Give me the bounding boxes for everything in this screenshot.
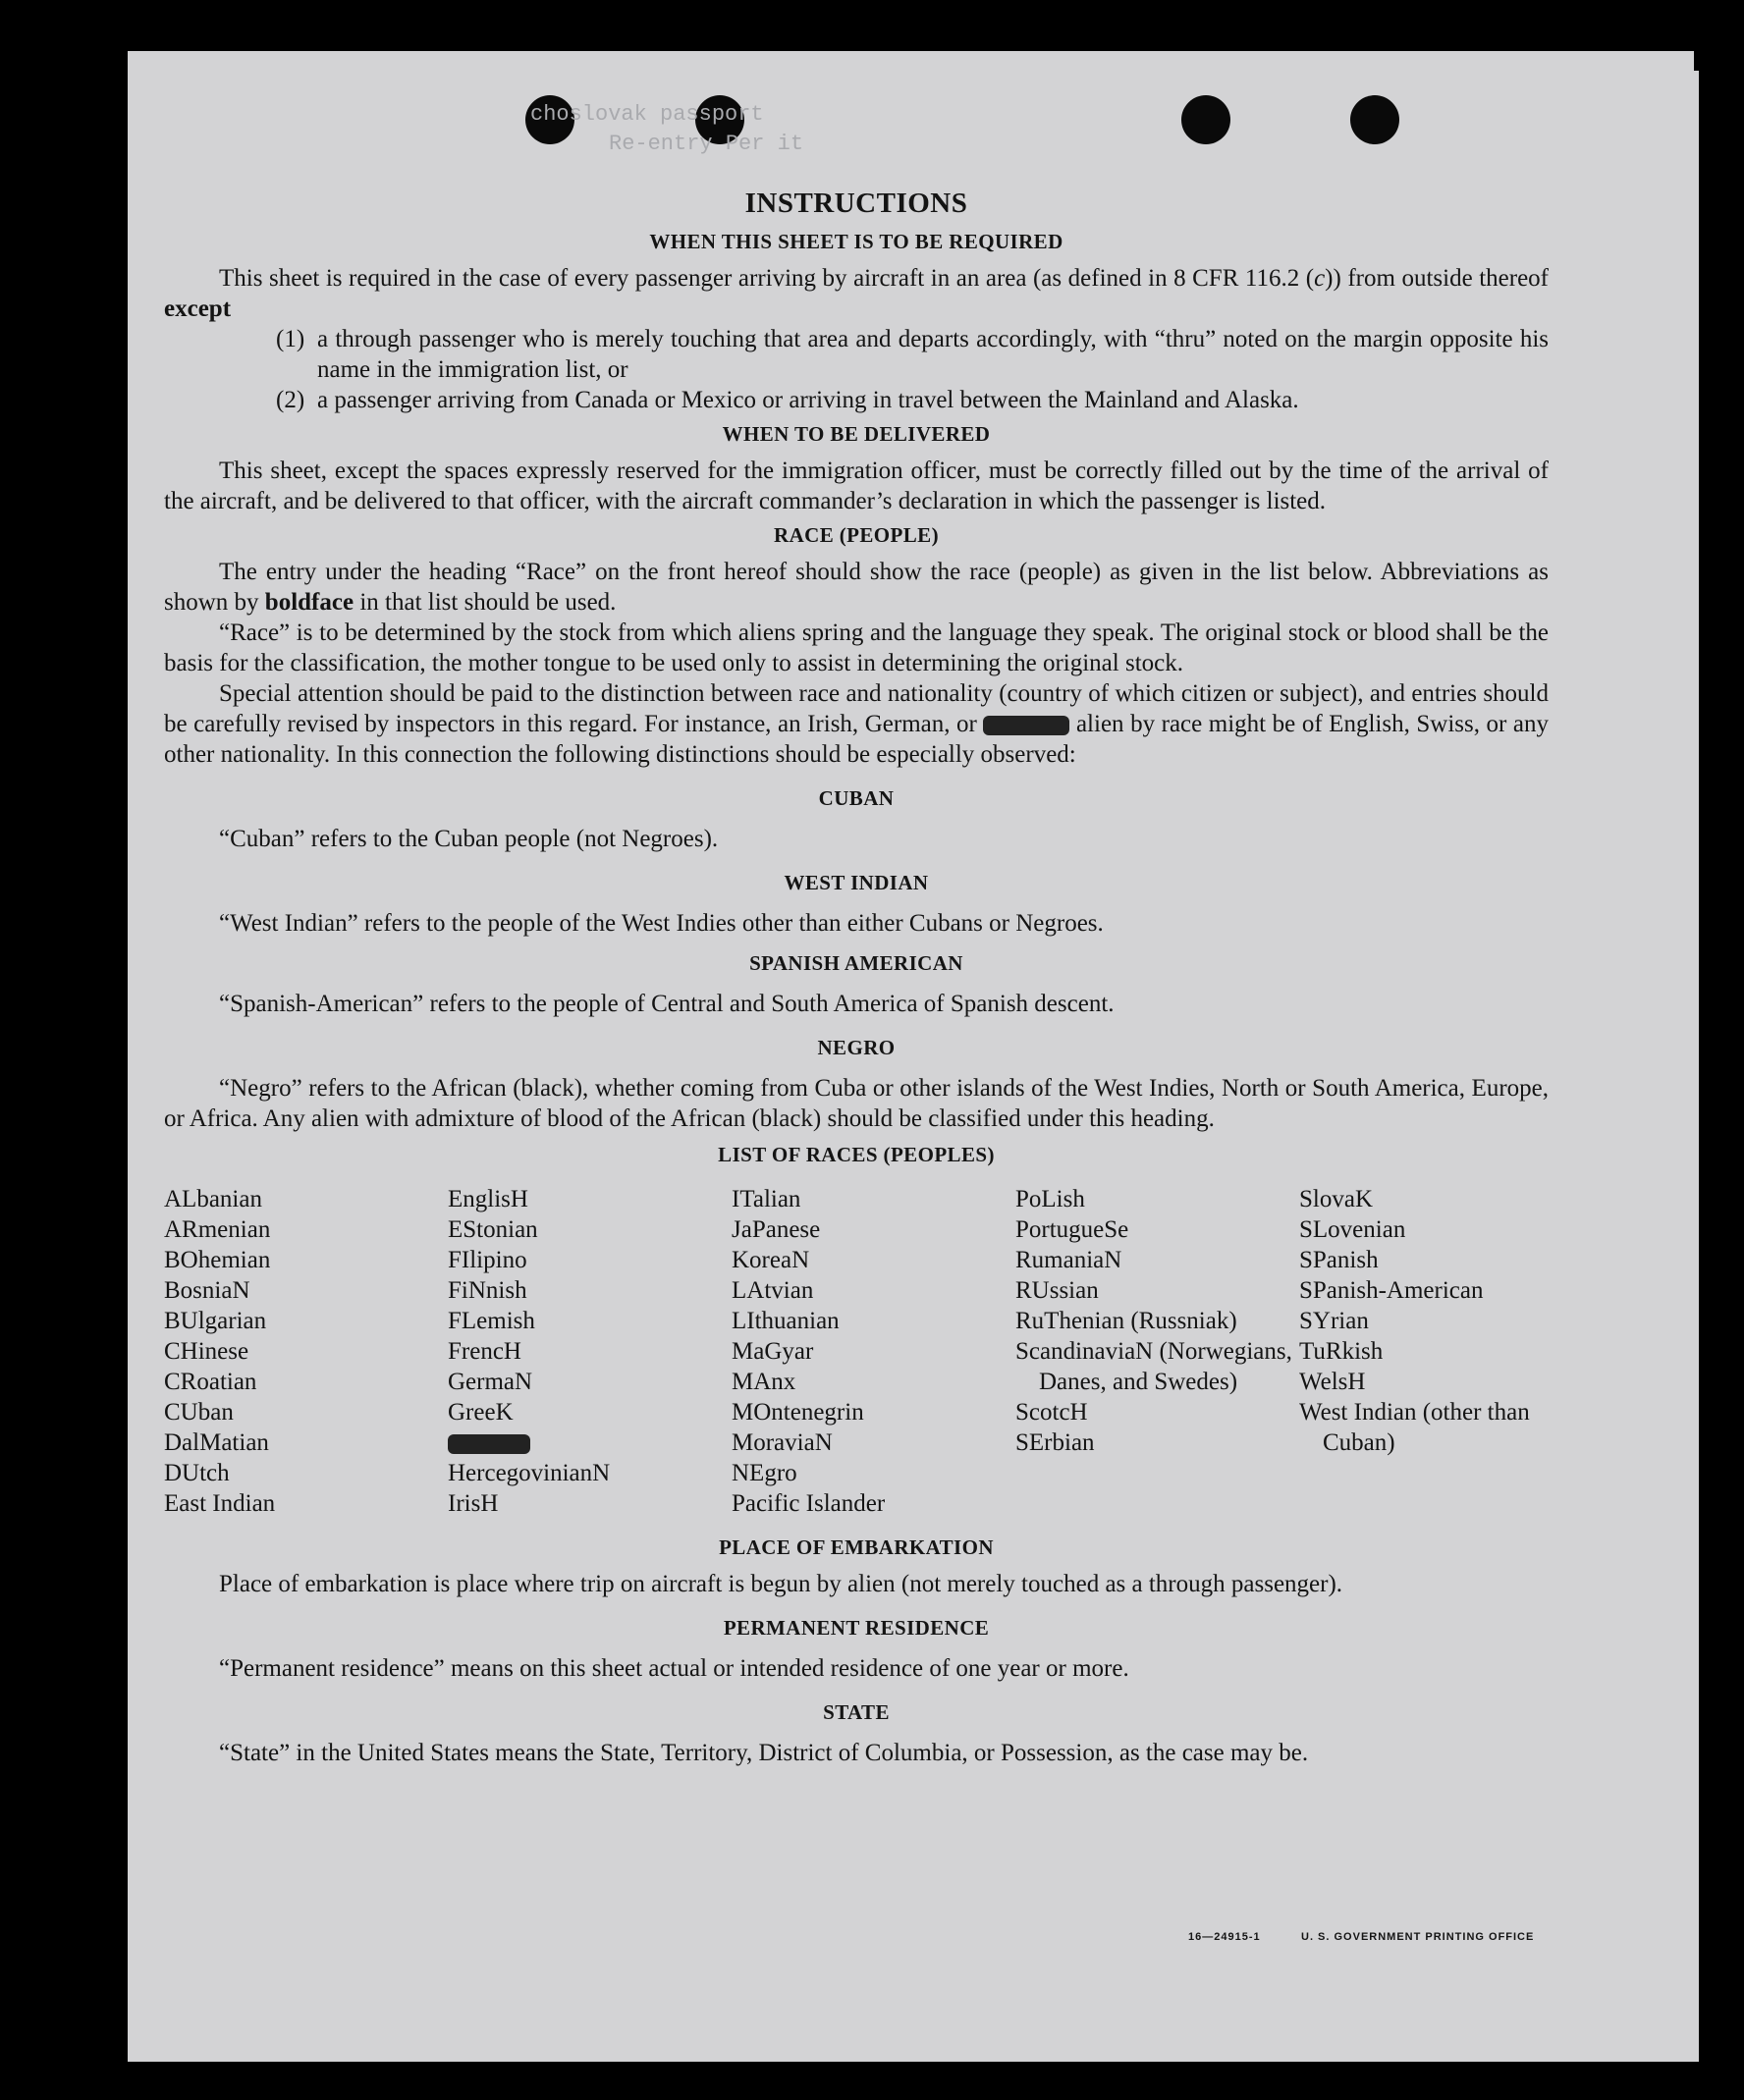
race-item: MAnx <box>732 1369 796 1395</box>
race-item: TuRkish <box>1299 1338 1384 1365</box>
races-column-3 <box>732 1184 1015 1519</box>
item-number: (1) <box>276 326 305 352</box>
race-item: Pacific Islander <box>732 1490 886 1517</box>
embarkation-text: Place of embarkation is place where trip on aircraft is begun by alien (not merely touched as a through passenger). <box>219 1571 1343 1597</box>
race-item: FLemish <box>448 1308 535 1334</box>
race-item: DalMatian <box>164 1429 269 1456</box>
item-text: a through passenger who is merely touching that area and departs accordingly, with “thru” noted on the margin opposite his name in the immigration list, or <box>317 326 1549 383</box>
heading-place-of-embarkation: PLACE OF EMBARKATION <box>719 1535 994 1559</box>
corner-shadow <box>1694 51 1700 71</box>
race-item: FrencH <box>448 1338 521 1365</box>
races-column-5 <box>1299 1184 1549 1519</box>
race-item: SPanish <box>1299 1247 1379 1273</box>
heading-when-required: WHEN THIS SHEET IS TO BE REQUIRED <box>649 230 1063 253</box>
race-item: ITalian <box>732 1186 801 1212</box>
spanish-american-text: “Spanish-American” refers to the people of Central and South America of Spanish descent. <box>219 991 1115 1017</box>
heading-west-indian: WEST INDIAN <box>784 871 929 894</box>
residence-text: “Permanent residence” means on this sheet actual or intended residence of one year or more. <box>219 1655 1129 1682</box>
race-item: PortugueSe <box>1015 1216 1129 1243</box>
race-item: SLovenian <box>1299 1216 1406 1243</box>
heading-race: RACE (PEOPLE) <box>774 523 939 547</box>
redaction-mark <box>448 1434 530 1454</box>
punch-hole <box>1350 95 1399 144</box>
races-list <box>164 1184 1549 1519</box>
race-item: ARmenian <box>164 1216 271 1243</box>
heading-spanish-american: SPANISH AMERICAN <box>749 951 963 975</box>
race-item: NEgro <box>732 1460 797 1486</box>
race-item: SPanish-American <box>1299 1277 1484 1304</box>
race-item: East Indian <box>164 1490 276 1517</box>
heading-state: STATE <box>823 1700 890 1724</box>
race-item: GreeK <box>448 1399 514 1426</box>
race-paragraph-3 <box>164 678 1549 770</box>
race-item-redacted <box>448 1427 732 1458</box>
cuban-text: “Cuban” refers to the Cuban people (not Negroes). <box>219 826 719 852</box>
race-paragraph-1 <box>164 557 1549 618</box>
race-item: EStonian <box>448 1216 538 1243</box>
intro-except: except <box>164 296 232 322</box>
race-item: CHinese <box>164 1338 249 1365</box>
bleed-through-text <box>236 100 804 159</box>
race-item: CUban <box>164 1399 234 1426</box>
race-item: RuThenian (Russniak) <box>1015 1308 1237 1334</box>
intro-text: )) from outside thereof <box>1325 265 1549 292</box>
heading-negro: NEGRO <box>817 1036 896 1059</box>
race-item: SlovaK <box>1299 1186 1373 1212</box>
list-item <box>276 385 1549 415</box>
state-text: “State” in the United States means the State, Territory, District of Columbia, or Possession, as the case may be. <box>219 1740 1309 1766</box>
race-item: EnglisH <box>448 1186 528 1212</box>
west-indian-text: “West Indian” refers to the people of the West Indies other than either Cubans or Negroes. <box>219 910 1104 937</box>
heading-cuban: CUBAN <box>818 786 895 810</box>
races-column-2 <box>448 1184 732 1519</box>
race-item: MaGyar <box>732 1338 814 1365</box>
race-item: MoraviaN <box>732 1429 833 1456</box>
race-item: GermaN <box>448 1369 533 1395</box>
page-title: INSTRUCTIONS <box>744 188 968 219</box>
race-item: HercegovinianN <box>448 1460 611 1486</box>
delivered-text: This sheet, except the spaces expressly reserved for the immigration officer, must be correctly filled out by the time of the arrival of the aircraft, and be delivered to that officer, with the aircraft commander’s declaration in which the passenger is listed. <box>164 458 1549 514</box>
race-item: FIlipino <box>448 1247 527 1273</box>
race-item: JaPanese <box>732 1216 821 1243</box>
negro-text: “Negro” refers to the African (black), whether coming from Cuba or other islands of the West Indies, North or South America, Europe, or Africa. Any alien with admixture of blood of the African (black) should be classified under this heading. <box>164 1075 1549 1132</box>
intro-text: This sheet is required in the case of every passenger arriving by aircraft in an area (as defined in 8 CFR 116.2 ( <box>219 265 1315 292</box>
document-page <box>128 51 1699 2062</box>
race-item: WelsH <box>1299 1369 1366 1395</box>
race-text: in that list should be used. <box>354 589 617 616</box>
race-item: RUssian <box>1015 1277 1099 1304</box>
races-column-4 <box>1015 1184 1299 1519</box>
race-item: RumaniaN <box>1015 1247 1122 1273</box>
race-item: BUlgarian <box>164 1308 267 1334</box>
race-item: SYrian <box>1299 1308 1369 1334</box>
item-number: (2) <box>276 387 305 413</box>
intro-italic: c <box>1314 265 1326 292</box>
heading-list-of-races: LIST OF RACES (PEOPLES) <box>718 1143 995 1166</box>
race-item: ScandinaviaN (Norwegians, Danes, and Swedes) <box>1015 1338 1292 1395</box>
race-item: SErbian <box>1015 1429 1095 1456</box>
race-item: MOntenegrin <box>732 1399 864 1426</box>
punch-hole <box>1181 95 1230 144</box>
ghost-line: choslovak passport <box>530 102 764 127</box>
race-item: LIthuanian <box>732 1308 840 1334</box>
required-intro <box>164 263 1549 324</box>
race-text: Special attention should be paid to the distinction between race and nationality (country of which citizen or subject), and entries should be carefully revised by inspectors in this regard. For instance, an Irish, German, or <box>164 680 1549 737</box>
heading-permanent-residence: PERMANENT RESIDENCE <box>723 1616 990 1640</box>
race-bold: boldface <box>264 589 354 616</box>
instructions-body <box>164 188 1549 1768</box>
redaction-mark <box>983 716 1069 735</box>
race-item: DUtch <box>164 1460 230 1486</box>
race-item: PoLish <box>1015 1186 1085 1212</box>
race-text: alien by race might be of English, Swiss, or any other nationality. In this connection the following distinctions should be especially observed: <box>164 711 1549 768</box>
form-code: 16—24915-1 <box>1188 1931 1261 1943</box>
race-item: BosniaN <box>164 1277 250 1304</box>
race-item: KoreaN <box>732 1247 810 1273</box>
heading-when-delivered: WHEN TO BE DELIVERED <box>722 422 991 446</box>
race-item: ALbanian <box>164 1186 262 1212</box>
ghost-line: Re-entry Per it <box>609 132 804 156</box>
race-item: CRoatian <box>164 1369 257 1395</box>
races-column-1 <box>164 1184 448 1519</box>
race-text: The entry under the heading “Race” on the front hereof should show the race (people) as given in the list below. Abbreviations as shown by <box>164 559 1549 616</box>
item-text: a passenger arriving from Canada or Mexico or arriving in travel between the Mainland and Alaska. <box>317 387 1299 413</box>
race-paragraph-2: “Race” is to be determined by the stock from which aliens spring and the language they speak. The original stock or blood shall be the basis for the classification, the mother tongue to be used only to assist in determining the original stock. <box>164 619 1549 676</box>
race-item: BOhemian <box>164 1247 271 1273</box>
race-item: IrisH <box>448 1490 499 1517</box>
list-item <box>276 324 1549 385</box>
race-item: West Indian (other than Cuban) <box>1299 1399 1530 1456</box>
printer-imprint: U. S. GOVERNMENT PRINTING OFFICE <box>1301 1931 1535 1943</box>
race-item: FiNnish <box>448 1277 527 1304</box>
race-item: ScotcH <box>1015 1399 1088 1426</box>
race-item: LAtvian <box>732 1277 814 1304</box>
